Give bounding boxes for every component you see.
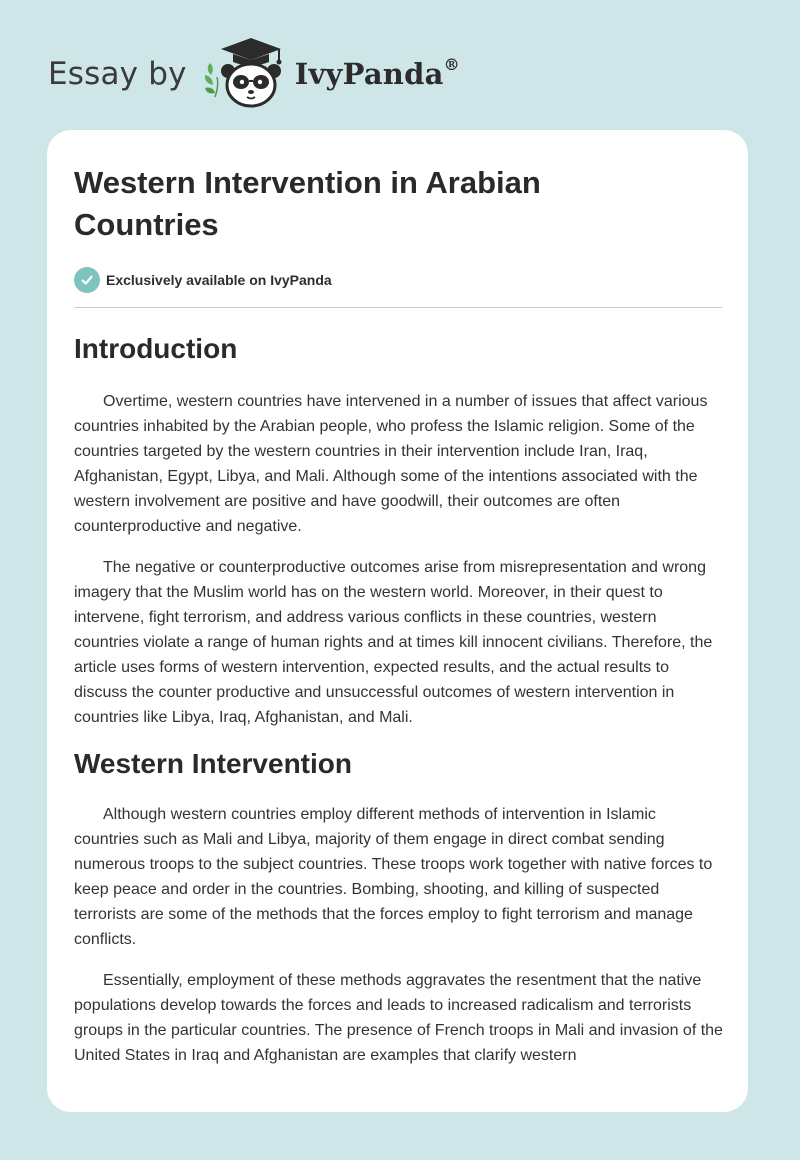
page-title: Western Intervention in Arabian Countries <box>74 165 541 242</box>
brand-name-text: IvyPanda <box>294 57 444 91</box>
registered-mark: ® <box>443 55 460 74</box>
site-header <box>48 34 460 114</box>
exclusive-badge <box>74 266 721 294</box>
exclusive-label: Exclusively available on IvyPanda <box>106 272 332 288</box>
panda-mascot-icon <box>201 35 287 114</box>
essay-card <box>47 130 748 1112</box>
divider <box>74 307 722 308</box>
brand-name <box>295 57 460 91</box>
ivy-leaf-icon <box>205 63 218 97</box>
section-heading-introduction: Introduction <box>74 333 238 364</box>
ivypanda-logo[interactable] <box>201 35 460 114</box>
paragraph: Overtime, western countries have intervened in a number of issues that affect various countries inhabited by the Arabian people, who profess the Islamic religion. Some of the countries targeted by the western countries in their intervention include Iran, Iraq, Afghanistan, Egypt, Libya, and Mali. Although some of the intentions associated with the western involvement are positive and have goodwill, their outcomes are often counterproductive and negative. <box>74 393 708 535</box>
check-circle-icon <box>74 267 100 293</box>
paragraph: The negative or counterproductive outcomes arise from misrepresentation and wrong imagery that the Muslim world has on the western world. Moreover, in their quest to intervene, fight terrorism, and address various conflicts in these countries, western countries violate a range of human rights and at times kill innocent civilians. Therefore, the article uses forms of western intervention, expected results, and the actual results to discuss the counter productive and unsuccessful outcomes of western intervention in countries like Libya, Iraq, Afghanistan, and Mali. <box>74 559 713 726</box>
section-heading-western-intervention: Western Intervention <box>74 748 352 779</box>
paragraph: Although western countries employ different methods of intervention in Islamic countries such as Mali and Libya, majority of them engage in direct combat sending numerous troops to the subject countries. These troops work together with native forces to keep peace and order in the countries. Bombing, shooting, and killing of suspected terrorists are some of the methods that the forces employ to fight terrorism and manage conflicts. <box>74 806 713 948</box>
paragraph: Essentially, employment of these methods aggravates the resentment that the native populations develop towards the forces and leads to increased radicalism and terrorists groups in the particular countries. The presence of French troops in Mali and invasion of the United States in Iraq and Afghanistan are examples that clarify western <box>74 972 723 1064</box>
essay-by-label: Essay by <box>48 56 187 92</box>
